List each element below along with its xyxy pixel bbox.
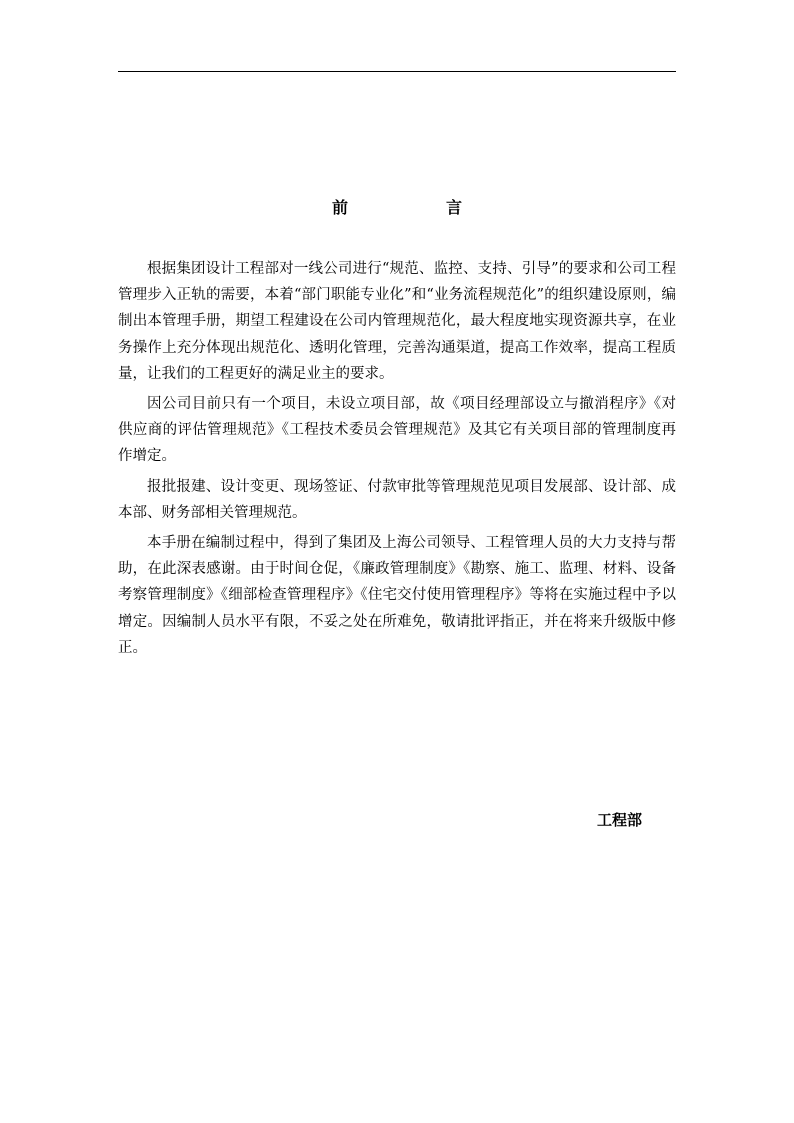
page-title (118, 196, 676, 220)
paragraph-3: 报批报建、设计变更、现场签证、付款审批等管理规范见项目发展部、设计部、成本部、财务部相关管理规范。 (118, 478, 676, 521)
title-char-left: 前 (331, 198, 348, 217)
header-rule (118, 71, 676, 72)
title-char-right: 言 (446, 198, 463, 217)
paragraph-4: 本手册在编制过程中，得到了集团及上海公司领导、工程管理人员的大力支持与帮助，在此深表感谢。由于时间仓促，《廉政管理制度》《勘察、施工、监理、材料、设备考察管理制度》《细部检查管理程序》《住宅交付使用管理程序》等将在实施过程中予以增定。因编制人员水平有限，不妥之处在所难免，敬请批评指正，并在将来升级版中修正。 (118, 535, 676, 656)
paragraph-1: 根据集团设计工程部对一线公司进行“规范、监控、支持、引导”的要求和公司工程管理步入正轨的需要，本着“部门职能专业化”和“业务流程规范化”的组织建设原则，编制出本管理手册，期望工程建设在公司内管理规范化，最大程度地实现资源共享，在业务操作上充分体现出规范化、透明化管理，完善沟通渠道，提高工作效率，提高工程质量，让我们的工程更好的满足业主的要求。 (118, 261, 676, 382)
signature: 工程部 (596, 811, 642, 829)
paragraph-2: 因公司目前只有一个项目，未设立项目部，故《项目经理部设立与撤消程序》《对供应商的评估管理规范》《工程技术委员会管理规范》及其它有关项目部的管理制度再作增定。 (118, 396, 676, 465)
preface-body (118, 256, 676, 661)
